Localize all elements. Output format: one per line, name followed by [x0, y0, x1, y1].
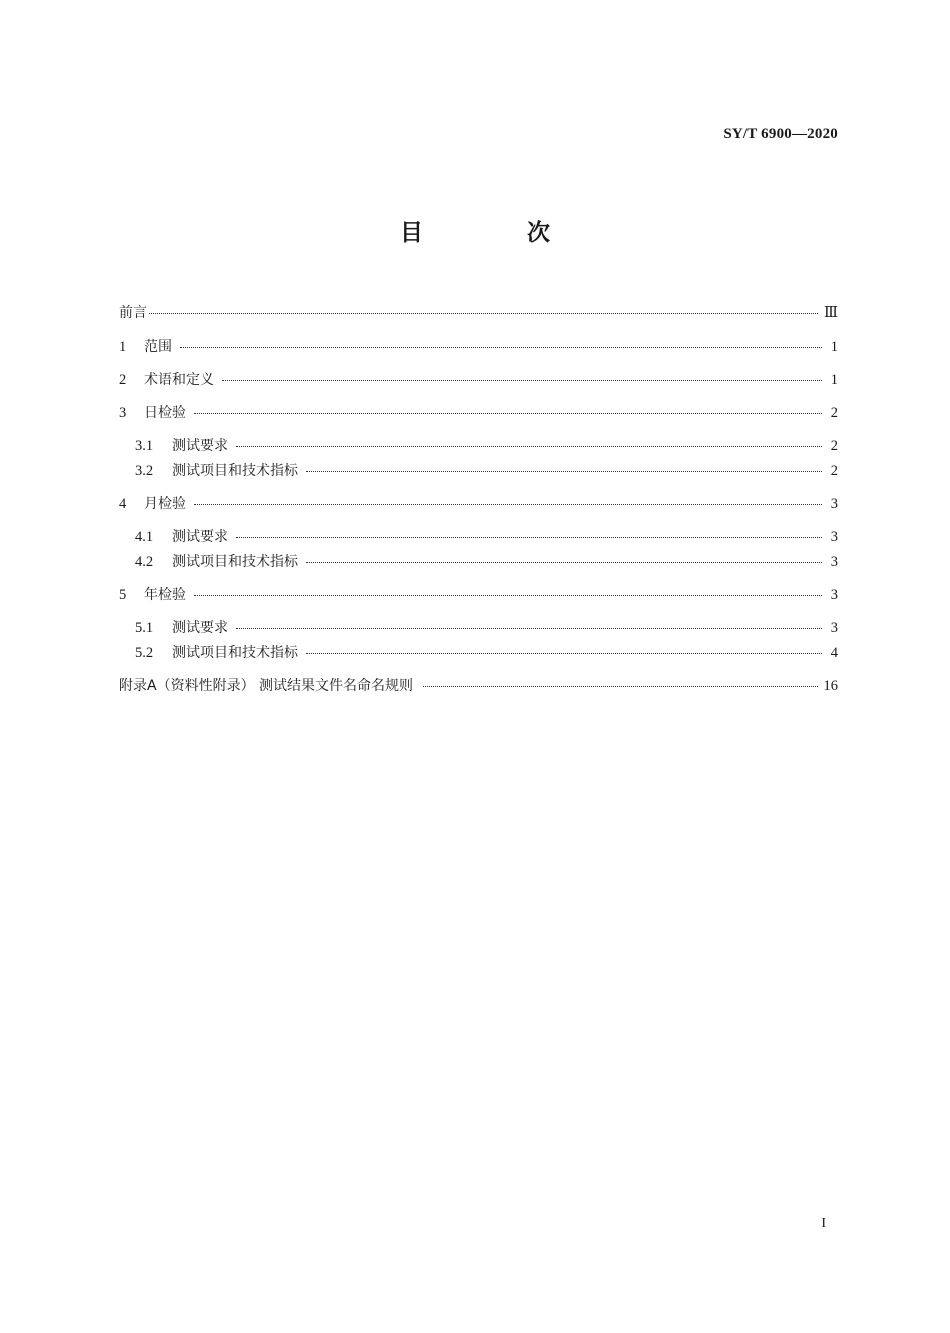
toc-entry-3-2[interactable]: [135, 460, 838, 482]
toc-entry-page: 4: [830, 645, 838, 661]
toc-entry-page: 2: [830, 405, 838, 421]
toc-leader-dots: [236, 446, 822, 447]
toc-leader-dots: [236, 537, 822, 538]
toc-leader-dots: [236, 628, 822, 629]
toc-entry-label: 附录A（资料性附录） 测试结果文件名命名规则: [119, 678, 414, 694]
toc-entry-5-1[interactable]: [135, 617, 838, 639]
toc-entry-number: 3.1: [135, 438, 154, 454]
toc-leader-dots: [306, 471, 822, 472]
toc-entry-4[interactable]: [119, 493, 838, 515]
toc-entry-page: 2: [830, 463, 838, 479]
toc-entry-page: 16: [823, 678, 838, 694]
toc-entry-number: 4.2: [135, 554, 154, 570]
toc-entry-number: 3.2: [135, 463, 154, 479]
toc-leader-dots: [423, 686, 817, 687]
toc-entry-number: 2: [119, 372, 127, 388]
toc-entry-5[interactable]: [119, 584, 838, 606]
toc-entry-number: 4.1: [135, 529, 154, 545]
toc-entry-label: 测试项目和技术指标: [172, 645, 298, 661]
toc-leader-dots: [194, 504, 822, 505]
toc-entry-page: 1: [830, 372, 838, 388]
toc-entry-1[interactable]: [119, 336, 838, 358]
toc-leader-dots: [306, 653, 822, 654]
toc-entry-3[interactable]: [119, 402, 838, 424]
toc-entry-label: 测试项目和技术指标: [172, 554, 298, 570]
toc-entry-page: 3: [830, 554, 838, 570]
toc-entry-page: Ⅲ: [824, 305, 838, 321]
toc-entry-number: 4: [119, 496, 127, 512]
toc-entry-number: 1: [119, 339, 127, 355]
toc-leader-dots: [194, 413, 822, 414]
standard-code: SY/T 6900—2020: [723, 126, 838, 142]
toc-entry-2[interactable]: [119, 369, 838, 391]
toc-leader-dots: [306, 562, 822, 563]
toc-entry-page: 3: [830, 620, 838, 636]
toc-entry-4-1[interactable]: [135, 526, 838, 548]
toc-entry-4-2[interactable]: [135, 551, 838, 573]
toc-entry-number: 5.1: [135, 620, 154, 636]
toc-entry-label: 日检验: [144, 405, 186, 421]
toc-entry-number: 3: [119, 405, 127, 421]
toc-entry-label: 年检验: [144, 587, 186, 603]
toc-entry-3-1[interactable]: [135, 435, 838, 457]
toc-entry-5-2[interactable]: [135, 642, 838, 664]
toc-entry-page: 3: [830, 496, 838, 512]
toc-leader-dots: [222, 380, 822, 381]
toc-leader-dots: [194, 595, 822, 596]
toc-entry-page: 3: [830, 587, 838, 603]
toc-entry-label: 前言: [119, 305, 147, 321]
toc-entry-number: 5.2: [135, 645, 154, 661]
toc-entry-label: 术语和定义: [144, 372, 214, 388]
toc-entry-page: 1: [830, 339, 838, 355]
toc-leader-dots: [180, 347, 822, 348]
toc-entry-appendix-a[interactable]: [119, 675, 838, 697]
toc-leader-dots: [149, 313, 818, 314]
toc-entry-label: 范围: [144, 339, 172, 355]
toc-entry-label: 测试要求: [172, 438, 228, 454]
toc-entry-number: 5: [119, 587, 127, 603]
toc-entry-foreword[interactable]: [119, 302, 838, 324]
toc-entry-label: 测试项目和技术指标: [172, 463, 298, 479]
toc-entry-page: 3: [830, 529, 838, 545]
page-number: I: [821, 1216, 826, 1231]
toc-entry-label: 月检验: [144, 496, 186, 512]
page-title: 目 次: [399, 220, 598, 246]
toc-entry-label: 测试要求: [172, 529, 228, 545]
toc-entry-label: 测试要求: [172, 620, 228, 636]
toc-entry-page: 2: [830, 438, 838, 454]
